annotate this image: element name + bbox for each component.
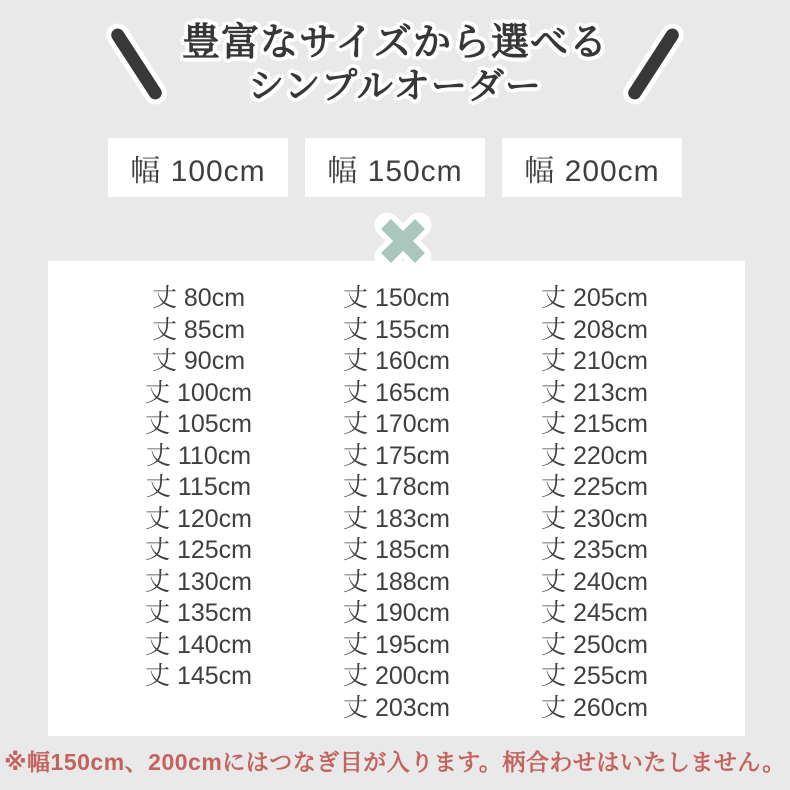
width-option-150cm: 幅 150cm bbox=[305, 138, 485, 197]
width-options-row bbox=[0, 138, 790, 197]
length-size-item: 丈 185cm bbox=[343, 536, 450, 564]
length-column-2 bbox=[298, 283, 496, 736]
length-size-item: 丈 135cm bbox=[145, 599, 252, 627]
length-size-item: 丈 195cm bbox=[343, 630, 450, 659]
length-size-item: 丈 203cm bbox=[343, 693, 450, 722]
length-size-item: 丈 188cm bbox=[343, 567, 450, 596]
multiply-icon bbox=[0, 207, 790, 275]
length-size-item: 丈 100cm bbox=[145, 378, 252, 407]
length-size-item: 丈 80cm bbox=[151, 284, 246, 312]
length-size-item: 丈 125cm bbox=[145, 536, 252, 564]
length-size-item: 丈 220cm bbox=[541, 441, 648, 470]
length-size-item: 丈 120cm bbox=[145, 504, 252, 533]
length-size-item: 丈 170cm bbox=[343, 410, 450, 438]
length-size-item: 丈 245cm bbox=[541, 599, 648, 627]
length-size-item: 丈 225cm bbox=[541, 473, 648, 501]
length-size-item: 丈 205cm bbox=[541, 284, 648, 312]
length-size-item: 丈 105cm bbox=[145, 410, 252, 438]
length-size-item: 丈 140cm bbox=[145, 630, 252, 659]
length-size-item: 丈 213cm bbox=[541, 378, 648, 407]
length-size-item: 丈 178cm bbox=[343, 473, 450, 501]
seam-disclaimer-note: ※幅150cm、200cmにはつなぎ目が入ります。柄合わせはいたしません。 bbox=[4, 749, 786, 775]
length-size-item: 丈 250cm bbox=[541, 630, 648, 659]
length-size-item: 丈 130cm bbox=[145, 567, 252, 596]
length-size-item: 丈 190cm bbox=[343, 599, 450, 627]
header bbox=[0, 0, 790, 108]
slash-bar bbox=[108, 26, 164, 102]
length-size-item: 丈 235cm bbox=[541, 536, 648, 564]
width-option-200cm: 幅 200cm bbox=[502, 138, 682, 197]
length-size-item: 丈 110cm bbox=[145, 441, 252, 470]
length-size-item: 丈 215cm bbox=[541, 410, 648, 438]
title-line-1: 豊富なサイズから選べる bbox=[182, 22, 608, 64]
decorative-slash-left-icon bbox=[104, 20, 168, 108]
width-option-100cm: 幅 100cm bbox=[108, 138, 288, 197]
length-size-item: 丈 150cm bbox=[343, 284, 450, 312]
length-size-item: 丈 200cm bbox=[343, 662, 450, 690]
length-size-item: 丈 183cm bbox=[343, 504, 450, 533]
length-size-item: 丈 165cm bbox=[343, 378, 450, 407]
length-size-item: 丈 160cm bbox=[343, 347, 450, 375]
length-size-item: 丈 115cm bbox=[145, 473, 252, 501]
length-options-panel bbox=[48, 261, 745, 736]
length-size-item: 丈 230cm bbox=[541, 504, 648, 533]
decorative-slash-right-icon bbox=[622, 20, 686, 108]
length-size-item: 丈 255cm bbox=[541, 662, 648, 690]
length-size-item: 丈 208cm bbox=[541, 315, 648, 344]
length-size-item: 丈 145cm bbox=[145, 662, 252, 690]
length-size-item: 丈 90cm bbox=[151, 347, 246, 375]
length-size-item: 丈 210cm bbox=[541, 347, 648, 375]
length-size-item: 丈 260cm bbox=[541, 693, 648, 722]
title-line-2: シンプルオーダー bbox=[248, 65, 542, 106]
length-size-item: 丈 155cm bbox=[343, 315, 450, 344]
length-size-item: 丈 85cm bbox=[151, 315, 246, 344]
slash-bar bbox=[626, 26, 682, 102]
page-title bbox=[182, 21, 608, 107]
length-size-item: 丈 240cm bbox=[541, 567, 648, 596]
length-column-3 bbox=[496, 283, 694, 736]
length-size-item: 丈 175cm bbox=[343, 441, 450, 470]
length-column-1 bbox=[100, 283, 298, 736]
